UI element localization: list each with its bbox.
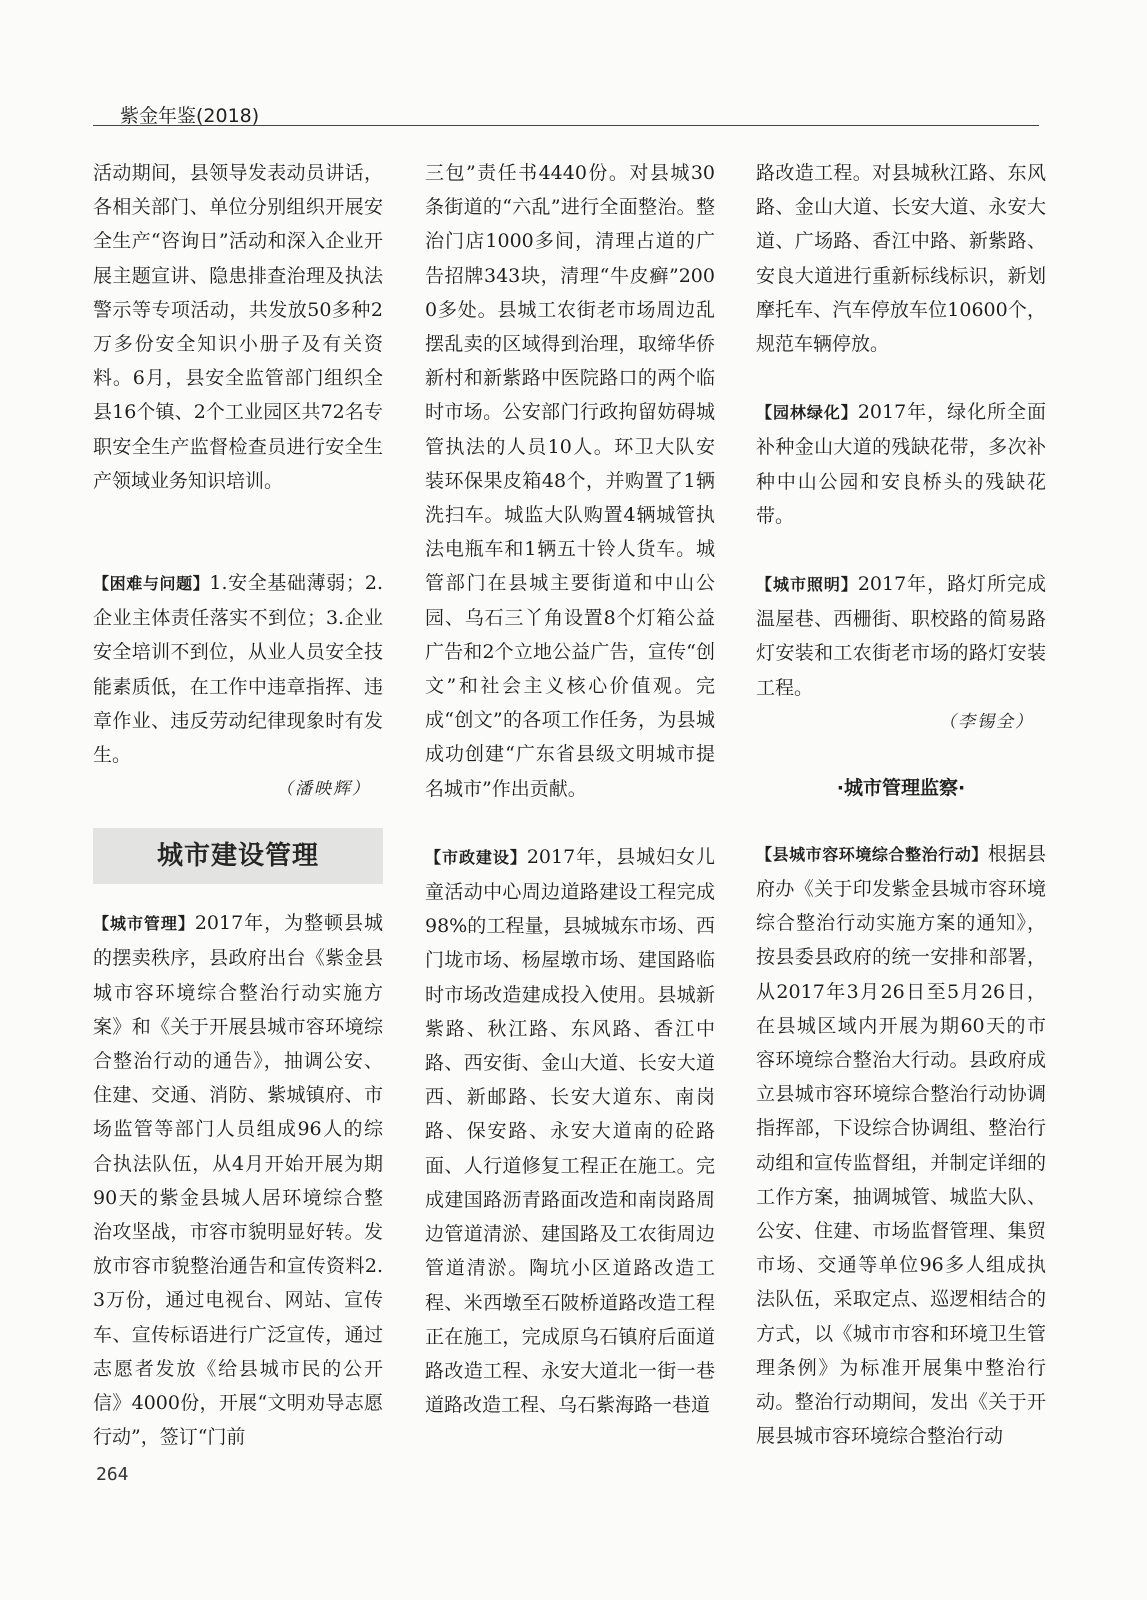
difficulty-text: 1.安全基础薄弱；2.企业主体责任落实不到位；3.企业安全培训不到位，从业人员安全技能素质低，在工作中违章指挥、违章作业、违反劳动纪律现象时有发生。 (93, 572, 383, 767)
municipal-paragraph (425, 840, 715, 1422)
road-marking-paragraph: 路改造工程。对县城秋江路、东风路、金山大道、长安大道、永安大道、广场路、香江中路、新紫路、安良大道进行重新标线标识，新划摩托车、汽车停放车位10600个，规范车辆停放。 (756, 162, 1046, 356)
lighting-text: 2017年，路灯所完成温屋巷、西栅街、职校路的简易路灯安装和工农街老市场的路灯安装工程。 (756, 573, 1046, 699)
page-number: 264 (96, 1464, 129, 1485)
column-2 (425, 156, 715, 1422)
campaign-heading: 【县城市容环境综合整治行动】 (756, 844, 988, 864)
section-title: ·城市管理监察· (836, 776, 966, 799)
section-banner: 城市建设管理 (93, 828, 383, 884)
campaign-text: 根据县府办《关于印发紫金县城市容环境综合整治行动实施方案的通知》，按县委县政府的统一安排和部署，从2017年3月26日至5月26日，在县城区域内开展为期60天的市容环境综合整治大行动。县政府成立县城市容环境综合整治行动协调指挥部，下设综合协调组、整治行动组和宣传监督组，并制定详细的工作方案，抽调城管、城监大队、公安、住建、市场监督管理、集贸市场、交通等单位96多人组成执法队伍，采取定点、巡逻相结合的方式，以《城市市容和环境卫生管理条例》为标准开展集中整治行动。整治行动期间，发出《关于开展县城市容环境综合整治行动 (756, 842, 1046, 1448)
lighting-heading: 【城市照明】 (756, 575, 858, 595)
campaign-paragraph (756, 837, 1046, 1454)
column-3 (756, 156, 1046, 1454)
lighting-paragraph (756, 567, 1046, 705)
author-credit: （李锡全） (939, 711, 1034, 732)
header-divider (93, 125, 1039, 126)
city-management-heading: 【城市管理】 (93, 914, 195, 934)
column-1 (93, 156, 383, 1454)
city-management-text: 2017年，为整顿县城的摆卖秩序，县政府出台《紫金县城市容环境综合整治行动实施方案》和《关于开展县城市容环境综合整治行动的通告》，抽调公安、住建、交通、消防、紫城镇府、市场监管等部门人员组成96人的综合执法队伍，从4月开始开展为期90天的紫金县城人居环境综合整治攻坚战，市容市貌明显好转。发放市容市貌整治通告和宣传资料2.3万份，通过电视台、网站、宣传车、宣传标语进行广泛宣传，通过志愿者发放《给县城市民的公开信》4000份，开展“文明劝导志愿行动”，签订“门前 (93, 912, 383, 1449)
city-management-paragraph (93, 906, 383, 1454)
municipal-heading: 【市政建设】 (425, 847, 527, 867)
rectification-paragraph: 三包”责任书4440份。对县城30条街道的“六乱”进行全面整治。整治门店1000多间，清理占道的广告招牌343块，清理“牛皮癣”2000多处。县城工农街老市场周边乱摆乱卖的区域得到治理，取缔华侨新村和新紫路中医院路口的两个临时市场。公安部门行政拘留妨碍城管执法的人员10人。环卫大队安装环保果皮箱48个，并购置了1辆洗扫车。城监大队购置4辆城管执法电瓶车和1辆五十铃人货车。城管部门在县城主要街道和中山公园、乌石三丫角设置8个灯箱公益广告和2个立地公益广告，宣传“创文”和社会主义核心价值观。完成“创文”的各项工作任务，为县城成功创建“广东省县级文明城市提名城市”作出贡献。 (425, 162, 715, 800)
running-header: 紫金年鉴(2018) (120, 105, 260, 127)
municipal-text: 2017年，县城妇女儿童活动中心周边道路建设工程完成98%的工程量，县城城东市场、西门垅市场、杨屋墩市场、建国路临时市场改造建成投入使用。县城新紫路、秋江路、东风路、香江中路、西安街、金山大道、长安大道西、新邮路、长安大道东、南岗路、保安路、永安大道南的砼路面、人行道修复工程正在施工。完成建国路沥青路面改造和南岗路周边管道清淤、建国路及工农街周边管道清淤。陶坑小区道路改造工程、米西墩至石陂桥道路改造工程正在施工，完成原乌石镇府后面道路改造工程、永安大道北一街一巷道路改造工程、乌石紫海路一巷道 (425, 845, 715, 1417)
greening-paragraph (756, 395, 1046, 533)
difficulty-heading: 【困难与问题】 (93, 574, 210, 593)
greening-text: 2017年，绿化所全面补种金山大道的残缺花带，多次补种中山公园和安良桥头的残缺花带。 (756, 401, 1046, 527)
difficulty-paragraph (93, 566, 383, 772)
author-credit: （潘映辉） (276, 779, 371, 800)
greening-heading: 【园林绿化】 (756, 403, 858, 423)
safety-activity-paragraph: 活动期间，县领导发表动员讲话，各相关部门、单位分别组织开展安全生产“咨询日”活动和深入企业开展主题宣讲、隐患排查治理及执法警示等专项活动，共发放50多种2万多份安全知识小册子及有关资料。6月，县安全监管部门组织全县16个镇、2个工业园区共72名专职安全生产监督检查员进行安全生产领域业务知识培训。 (93, 162, 383, 492)
